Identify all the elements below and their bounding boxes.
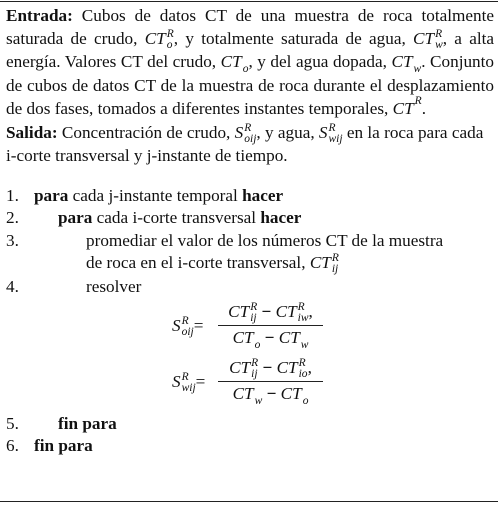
ct-ij-symbol: CT R ij <box>309 252 339 276</box>
s-water-symbol: S R wij <box>318 122 343 146</box>
input-text-1: Cubos de datos CT de una muestra de roca totalmente saturada de crudo, <box>6 6 495 48</box>
ct-oil-saturated-symbol: CT R o <box>144 27 174 51</box>
output-label: Salida: <box>6 123 58 143</box>
input-label: Entrada: <box>6 6 73 25</box>
step-2: 2. para cada i-corte transversal hacer <box>6 208 302 228</box>
input-text-4: , y del agua dopada, <box>248 51 387 71</box>
output-text-3: en la roca para cada i-corte transversal y j-instante de tiempo. <box>6 123 484 166</box>
ct-water-saturated-symbol: CT R w <box>413 27 443 51</box>
input-text-2: , y totalmente saturada de agua, <box>173 28 406 48</box>
top-rule <box>0 1 498 2</box>
input-text-3: , a alta energía. Valores CT del crudo, <box>6 28 494 71</box>
step-3-cont: de roca en el i-corte transversal, CT R ij <box>86 252 339 276</box>
output-text-2: , y agua, <box>256 123 315 143</box>
bottom-rule <box>0 501 498 502</box>
step-3: 3. promediar el valor de los números CT de la muestra <box>6 230 444 250</box>
ct-oil-symbol: $CT_o$ <box>220 51 249 75</box>
s-oil-symbol: S R oij <box>234 122 257 146</box>
step-5: 5. fin para <box>6 413 117 433</box>
equation-s-oil: S R oij = CT R ij − CT R iw , $CT_o - CT_w$ <box>6 301 494 355</box>
step-1: 1. para cada j-instante temporal hacer <box>6 185 284 205</box>
input-text-5: . Conjunto de cubos de datos CT de la muestra de roca durante el desplazamiento de dos fases, tomados a diferentes instantes temporales, <box>6 51 495 118</box>
input-paragraph: Entrada: Cubos de datos CT de una muestra de roca totalmente saturada de crudo, CT R o , y totalmente saturada de agua, CT R w , a alta energía. Valores CT del crudo, $CT_o$, y del agua dopada, $CT_w$. Conjunto de cubos de datos CT de la muestra de roca durante el desplazamiento de dos fases, tomados a diferentes instantes temporales, $CT^R$. <box>6 6 495 118</box>
step-4: 4. resolver <box>6 277 142 297</box>
ct-water-symbol: $CT_w$ <box>391 51 422 75</box>
equation-s-water: S R wij = CT R ij − CT R io , $CT_w - CT_o$ <box>6 357 494 411</box>
output-text-1: Concentración de crudo, <box>61 123 231 143</box>
ct-r-symbol: $CT^R$ <box>392 94 422 118</box>
output-paragraph <box>6 122 494 168</box>
algorithm-content <box>6 5 494 458</box>
step-6: 6. fin para <box>6 436 93 456</box>
algorithm-steps <box>6 185 494 458</box>
